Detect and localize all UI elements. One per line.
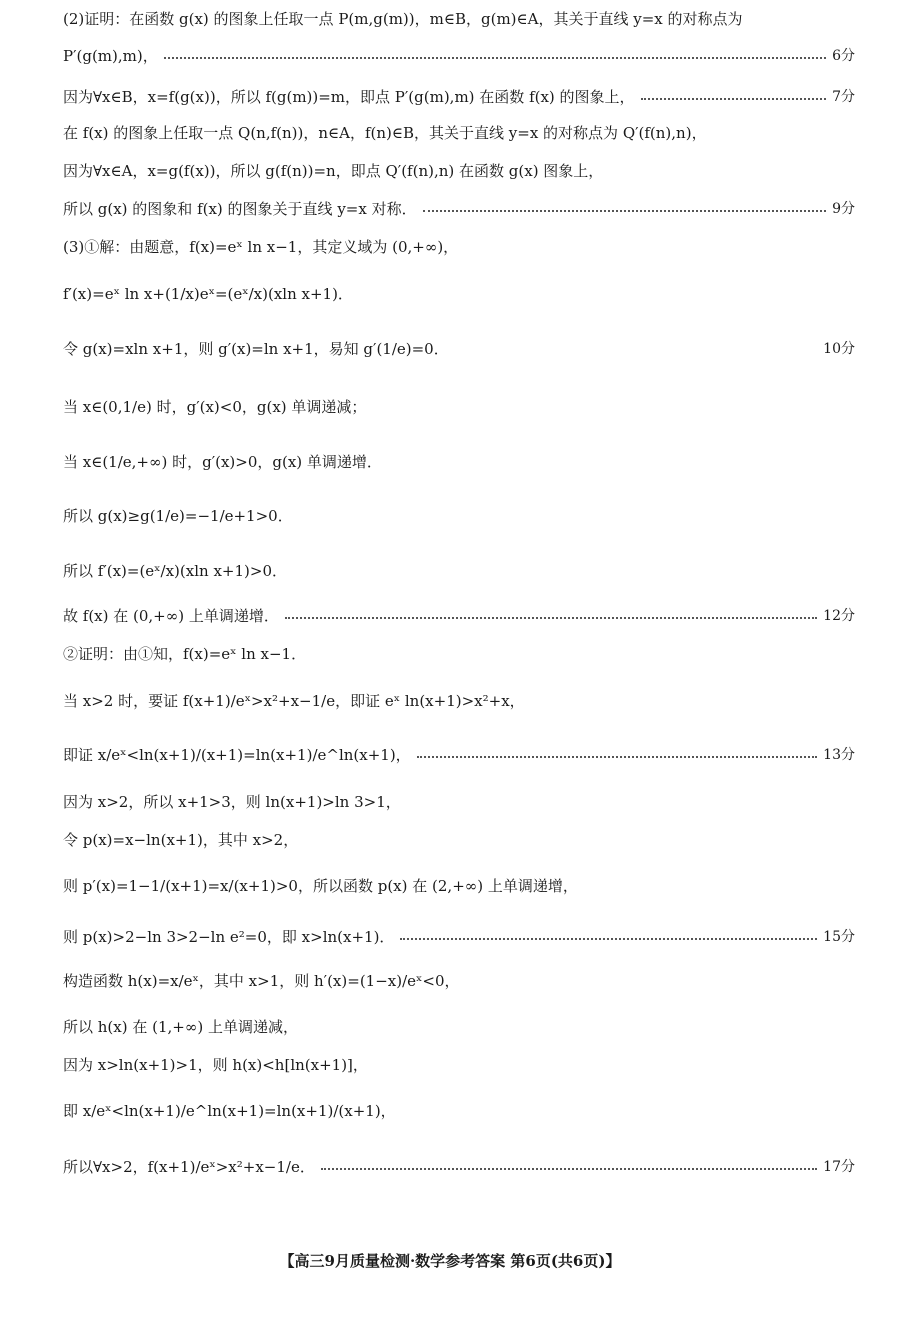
- dotted-leader: [423, 210, 826, 212]
- line-11: [63, 451, 855, 473]
- line-26: [63, 1156, 855, 1178]
- score-label: 6分: [832, 48, 855, 64]
- line-24: [63, 1054, 855, 1076]
- line-text: 则 p′(x)=1−1/(x+1)=x/(x+1)>0，所以函数 p(x) 在 (2,+∞) 上单调递增，: [63, 877, 578, 895]
- score-label: 13分: [823, 747, 855, 763]
- line-16: [63, 690, 855, 712]
- line-4: [63, 122, 855, 144]
- line-text: 所以 g(x) 的图象和 f(x) 的图象关于直线 y=x 对称．: [63, 200, 417, 218]
- line-text: 因为 x>ln(x+1)>1，则 h(x)<h[ln(x+1)]，: [63, 1056, 368, 1074]
- line-text: 在 f(x) 的图象上任取一点 Q(n,f(n))，n∈A，f(n)∈B，其关于直线 y=x 的对称点为 Q′(f(n),n)，: [63, 124, 707, 142]
- line-18: [63, 791, 855, 813]
- line-text: 所以 h(x) 在 (1,+∞) 上单调递减，: [63, 1018, 298, 1036]
- dotted-leader: [285, 617, 817, 619]
- score-label: 9分: [832, 201, 855, 217]
- line-3: [63, 86, 855, 108]
- line-text: 所以 f′(x)=(eˣ/x)(xln x+1)>0．: [63, 562, 287, 580]
- line-text: 即 x/eˣ<ln(x+1)/e^ln(x+1)=ln(x+1)/(x+1)，: [63, 1102, 396, 1120]
- line-9: [63, 338, 855, 360]
- line-22: [63, 970, 855, 992]
- line-15: [63, 643, 855, 665]
- line-text: 构造函数 h(x)=x/eˣ，其中 x>1，则 h′(x)=(1−x)/eˣ<0，: [63, 972, 460, 990]
- line-12: [63, 505, 855, 527]
- line-17: [63, 744, 855, 766]
- line-13: [63, 560, 855, 582]
- line-6: [63, 198, 855, 220]
- line-text: 令 p(x)=x−ln(x+1)，其中 x>2，: [63, 831, 299, 849]
- dotted-leader: [321, 1168, 817, 1170]
- dotted-leader: [164, 57, 826, 59]
- line-14: [63, 605, 855, 627]
- line-text: 因为∀x∈B，x=f(g(x))，所以 f(g(m))=m，即点 P′(g(m),m) 在函数 f(x) 的图象上，: [63, 88, 635, 106]
- line-10: [63, 396, 855, 418]
- line-text: P′(g(m),m)，: [63, 47, 158, 65]
- line-2: [63, 45, 855, 67]
- line-text: 当 x∈(0,1/e) 时，g′(x)<0，g(x) 单调递减；: [63, 398, 367, 416]
- line-8: [63, 283, 855, 305]
- line-1: [63, 8, 855, 30]
- line-text: 当 x∈(1/e,+∞) 时，g′(x)>0，g(x) 单调递增．: [63, 453, 382, 471]
- score-label: 7分: [832, 89, 855, 105]
- line-text: (3)①解：由题意，f(x)=eˣ ln x−1，其定义域为 (0,+∞)，: [63, 238, 459, 256]
- score-label: 10分: [823, 341, 855, 357]
- line-text: ②证明：由①知，f(x)=eˣ ln x−1．: [63, 645, 307, 663]
- dotted-leader: [641, 98, 827, 100]
- line-19: [63, 829, 855, 851]
- line-5: [63, 160, 855, 182]
- line-text: 故 f(x) 在 (0,+∞) 上单调递增．: [63, 607, 279, 625]
- line-text: f′(x)=eˣ ln x+(1/x)eˣ=(eˣ/x)(xln x+1)．: [63, 285, 353, 303]
- line-text: 因为∀x∈A，x=g(f(x))，所以 g(f(n))=n，即点 Q′(f(n),n) 在函数 g(x) 图象上，: [63, 162, 604, 180]
- page-footer: 【高三9月质量检测·数学参考答案 第6页(共6页)】: [279, 1252, 621, 1270]
- dotted-leader: [417, 756, 817, 758]
- line-20: [63, 875, 855, 897]
- dotted-leader: [400, 938, 817, 940]
- line-text: 即证 x/eˣ<ln(x+1)/(x+1)=ln(x+1)/e^ln(x+1)，: [63, 746, 411, 764]
- line-text: 所以∀x>2，f(x+1)/eˣ>x²+x−1/e．: [63, 1158, 315, 1176]
- line-text: 则 p(x)>2−ln 3>2−ln e²=0，即 x>ln(x+1)．: [63, 928, 395, 946]
- line-25: [63, 1100, 855, 1122]
- line-text: 令 g(x)=xln x+1，则 g′(x)=ln x+1，易知 g′(1/e)=0．: [63, 340, 449, 358]
- score-label: 15分: [823, 929, 855, 945]
- line-23: [63, 1016, 855, 1038]
- line-21: [63, 926, 855, 948]
- line-7: [63, 236, 855, 258]
- line-text: 当 x>2 时，要证 f(x+1)/eˣ>x²+x−1/e，即证 eˣ ln(x+1)>x²+x，: [63, 692, 525, 710]
- score-label: 17分: [823, 1159, 855, 1175]
- score-label: 12分: [823, 608, 855, 624]
- line-text: (2)证明：在函数 g(x) 的图象上任取一点 P(m,g(m))，m∈B，g(m)∈A，其关于直线 y=x 的对称点为: [63, 10, 743, 28]
- line-text: 所以 g(x)≥g(1/e)=−1/e+1>0．: [63, 507, 293, 525]
- line-text: 因为 x>2，所以 x+1>3，则 ln(x+1)>ln 3>1，: [63, 793, 401, 811]
